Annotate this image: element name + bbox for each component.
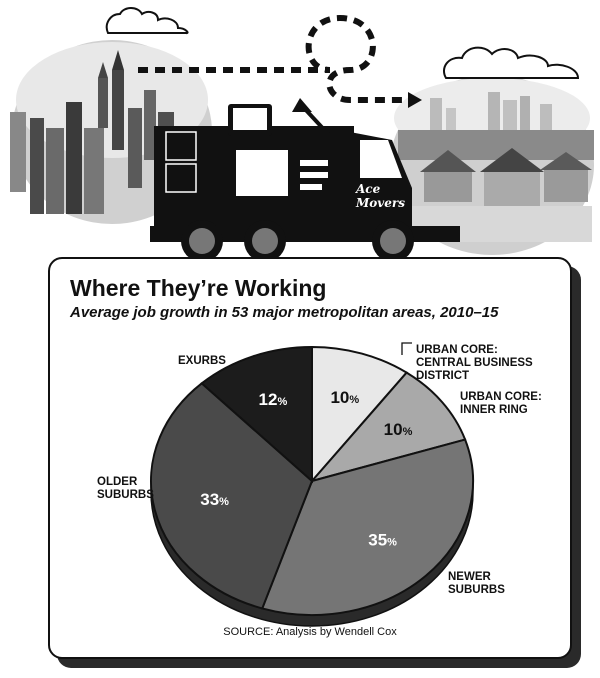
chart-card [48,257,572,659]
cloud-left-icon [107,8,188,33]
truck-label-line2: Movers [356,196,405,210]
truck-wheel-icon [181,220,223,262]
truck-wheel-icon [372,220,414,262]
truck-wheel-icon [244,220,286,262]
slice-category-label: EXURBS [178,355,226,367]
slice-category-label: OLDER SUBURBS [97,476,154,501]
chart-source: SOURCE: Analysis by Wendell Cox [223,626,397,638]
slice-value-label: 12% [258,389,288,409]
chart-subtitle: Average job growth in 53 major metropolitan areas, 2010–15 [70,304,499,321]
truck-label-line1: Ace [356,182,381,196]
cloud-right-icon [444,48,578,78]
leader-line [402,343,412,355]
slice-value-label: 33% [200,490,229,510]
slice-value-label: 10% [383,420,413,439]
slice-category-label: URBAN CORE: CENTRAL BUSINESS DISTRICT [416,344,533,382]
slice-value-label: 35% [368,530,397,550]
slice-category-label: URBAN CORE: INNER RING [460,391,542,416]
slice-value-label: 10% [330,387,360,407]
chart-title: Where They’re Working [70,275,327,301]
slice-category-label: NEWER SUBURBS [448,571,505,596]
